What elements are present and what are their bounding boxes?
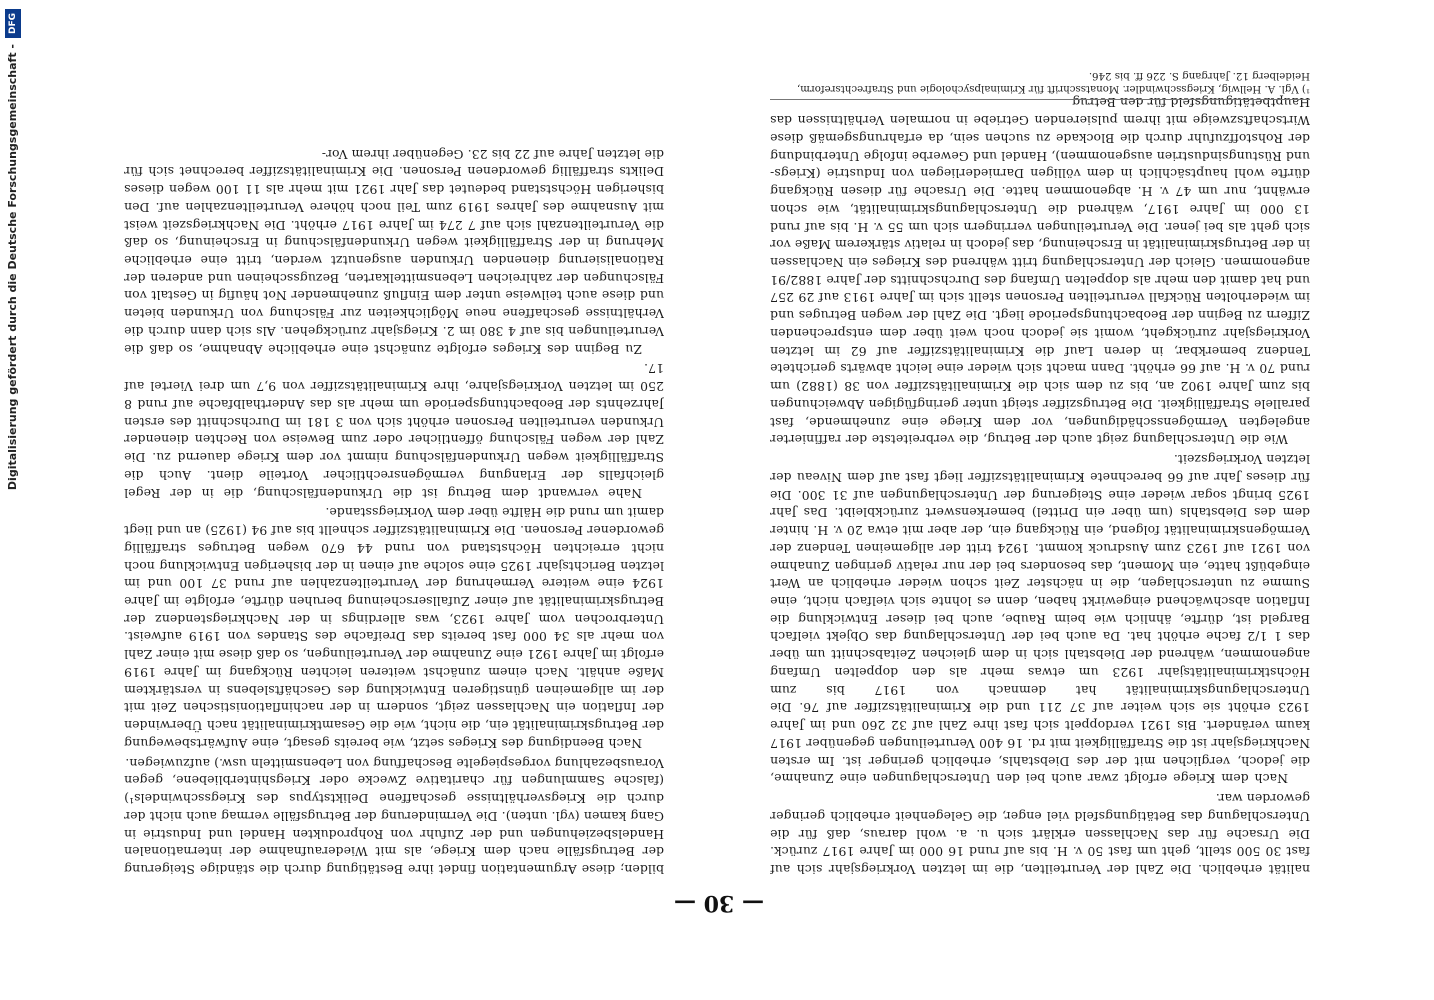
dfg-logo: DFG [5,9,21,38]
page-number: — 30 — [674,890,764,916]
credit-text: Digitalisierung gefördert durch die Deutsche Forschungsgemeinschaft - [6,44,19,491]
paragraph: Nach dem Kriege erfolgt zwar auch bei den Unterschlagungen eine Zunahme, die jedoch, verglichen mit der des Diebstahls, erheblich geringer ist. Im ersten Nachkriegsjahr ist die Straffälligkeit mit rd. 16 400 Verurteilungen gegenüber 1917 kaum verändert. Bis 1921 verdoppelt sich fast ihre Zahl auf 32 260 und im Jahre 1923 erhöht sie sich weiter auf 37 211 und die Kriminalitätsziffer auf 76. Die Unterschlagungskriminalität hat demnach von 1917 bis zum Höchstkriminalitätsjahr 1923 um etwas mehr als den doppelten Umfang angenommen, während der Diebstahl sich in dem gleichen Zeitabschnitt um über das 1 1/2 fache erhöht hat. Da auch bei der Unterschlagung das Objekt vielfach Bargeld ist, dürfte, ähnlich wie beim Raube, auch bei dieser Entwicklung die Inflation abschwächend eingewirkt haben, denn es lohnte sich vielfach nicht, eine Summe zu unterschlagen, die in nächster Zeit schon wieder erheblich an Wert eingebüßt hatte, ein Moment, das besonders bei der nur relativ geringen Zunahme von 1921 auf 1923 zum Ausdruck kommt. 1924 tritt der allgemeinen Tendenz der Vermögenskriminalität folgend, ein Rückgang ein, der aber mit etwa 20 v. H. hinter dem des Diebstahls (um über ein Drittel) bemerkenswert zurückbleibt. Das Jahr 1925 bringt sogar wieder eine Steigerung der Unterschlagungen auf 31 300. Die für dieses Jahr auf 66 berechnete Kriminalitätsziffer liegt fast auf dem Niveau der letzten Vorkriegszeit. [770,452,1310,787]
paragraph: Zu Beginn des Krieges erfolgte zunächst eine erhebliche Abnahme, so daß die Verurteilungen bis auf 4 380 im 2. Kriegsjahr zurückgehen. Als sich dann durch die Verhältnisse geschaffene neue Möglichkeiten zur Fälschung von Urkunden bieten und diese auch teilweise unter dem Einfluß zunehmender Not häufig in Gestalt von Fälschungen der zahlreichen Lebensmittelkarten, Bezugsscheinen und anderen der Rationalisierung dienenden Urkunden ausgenutzt werden, tritt eine erhebliche Mehrung in der Straffälligkeit wegen Urkundenfälschung in Erscheinung, so daß die Verurteiltenzahl sich auf 7 274 im Jahre 1917 erhöht. Die Nachkriegszeit weist mit Ausnahme des Jahres 1919 zum Teil noch höhere Verurteiltenzahlen auf. Den bisherigen Höchststand bedeutet das Jahr 1921 mit mehr als 11 100 wegen dieses Delikts straffällig gewordenen Personen. Die Kriminalitätsziffer berechnet sich für die letzten Jahre auf 22 bis 23. Gegenüber ihrem Vor- [124,146,664,357]
paragraph: Wie die Unterschlagung zeigt auch der Betrug, die verbreitetste der raffinierter angelegten Vermögensschädigungen, vor dem Kriege eine zunehmende, fast parallele Straffälligkeit. Die Betrugsziffer steigt unter geringfügigen Abweichungen bis zum Jahre 1902 an, bis zu dem sich die Kriminalitätsziffer von 38 (1882) um rund 70 v. H. auf 66 erhöht. Dann macht sich wieder eine leicht abwärts gerichtete Tendenz bemerkbar, in deren Lauf die Kriminalitätsziffer auf 62 im letzten Vorkriegsjahr zurückgeht, womit sie jedoch noch weit über dem entsprechenden Ziffern zu Beginn der Beobachtungsperiode liegt. Die Zahl der wegen Betruges und im wiederholten Rückfall verurteilten Personen stellt sich im Jahre 1913 auf 29 257 und hat damit den mehr als doppelten Umfang des Durchschnitts der Jahre 1882/91 angenommen. Gleich der Unterschlagung tritt während des Krieges ein Nachlassen in der Betrugskriminalität in Erscheinung, das jedoch in relativ stärkerem Maße vor sich geht als bei jener. Die Verurteilungen verringern sich um 55 v. H. bis auf rund 13 000 im Jahre 1917, während die Unterschlagungskriminalität, wie schon erwähnt, nur um 47 v. H. abgenommen hatte. Die Ursache für diesen Rückgang dürfte wohl hauptsächlich in dem völligen Darniederliegen von Industrie (Kriegs- und Rüstungsindustrien ausgenommen), Handel und Gewerbe infolge Unterbindung der Rohstoffzufuhr durch die Blockade zu suchen sein, da erfahrungsgemäß diese Wirtschaftszweige mit ihrem pulsierenden Getriebe in normalen Verhältnissen das Hauptbetätigungsfeld für den Betrug [770,95,1310,448]
text-column-right [124,88,664,878]
paragraph: bilden; diese Argumentation findet ihre Bestätigung durch die ständige Steigerung der Betrugsfälle nach dem Kriege, als mit Wiederaufnahme der internationalen Handelsbeziehungen und der Zufuhr von Rohprodukten Handel und Industrie in Gang kamen (vgl. unten). Die Verminderung der Betrugsfälle vermag auch nicht der durch die Kriegsverhältnisse geschaffene Deliktstypus des Kriegsschwindels¹) (falsche Sammlungen für charitative Zwecke oder Kriegshinterbliebene, gegen Vorausbezahlung vorgespiegelte Beschaffung von Lebensmitteln usw.) aufzuwiegen. [124,755,664,877]
credit-strip [0,0,30,1000]
paragraph: nalität erheblich. Die Zahl der Verurteilten, die im letzten Vorkriegsjahr sich auf fast 30 500 stellt, geht um fast 50 v. H. bis auf rund 16 000 im Jahre 1917 zurück. Die Ursache für das Nachlassen erklärt sich u. a. wohl daraus, daß für die Unterschlagung das Betätigungsfeld viel enger, die Gelegenheit erheblich geringer geworden war. [770,791,1310,877]
text-column-left [770,88,1310,878]
credit-line [4,9,22,989]
paragraph: Nahe verwandt dem Betrug ist die Urkundenfälschung, die in der Regel gleichfalls der Erlangung vermögensrechtlicher Vorteile dient. Auch die Straffälligkeit wegen Urkundenfälschung nimmt vor dem Kriege dauernd zu. Die Zahl der wegen Fälschung öffentlicher oder zum Beweise von Rechten dienender Urkunden verurteilten Personen erhöht sich von 3 181 im Durchschnitt des ersten Jahrzehnts der Beobachtungsperiode um mehr als das Anderthalbfache auf rund 8 250 im letzten Vorkriegsjahre, ihre Kriminalitätsziffer von 9,7 um drei Viertel auf 17. [124,361,664,501]
footnote: ¹) Vgl. A. Hellwig, Kriegsschwindler. Monatsschrift für Kriminalpsychologie und Strafrechtsreform, Heidelberg 12. Jahrgang S. 226 ff. bis 246. [770,69,1310,101]
paragraph: Nach Beendigung des Krieges setzt, wie bereits gesagt, eine Aufwärtsbewegung der Betrugskriminalität ein, die nicht, wie die Gesamtkriminalität nach Überwinden der Inflation ein Nachlassen zeigt, sondern in der nachinflationistischen Zeit mit der im allgemeinen günstigeren Entwicklung des Geschäftslebens in verstärktem Maße anhält. Nach einem zunächst weiteren leichten Rückgang im Jahre 1919 erfolgt im Jahre 1921 eine Zunahme der Verurteilungen, so daß diese mit einer Zahl von mehr als 34 000 fast bereits das Dreifache des Standes von 1919 aufweist. Unterbrochen vom Jahre 1923, was allerdings in der Nachkriegstendenz der Betrugskriminalität auf einer Zufallserscheinung beruhen dürfte, erfolgte im Jahre 1924 eine weitere Vermehrung der Verurteiltenzahlen auf rund 37 100 und im letzten Berichtsjahr 1925 eine solche auf einen in der bisherigen Entwicklung noch nicht erreichten Höchststand von rund 44 670 wegen Betruges straffällig gewordener Personen. Die Kriminalitätsziffer schnellt bis auf 94 (1925) an und liegt damit um rund die Hälfte über dem Vorkriegsstande. [124,505,664,751]
